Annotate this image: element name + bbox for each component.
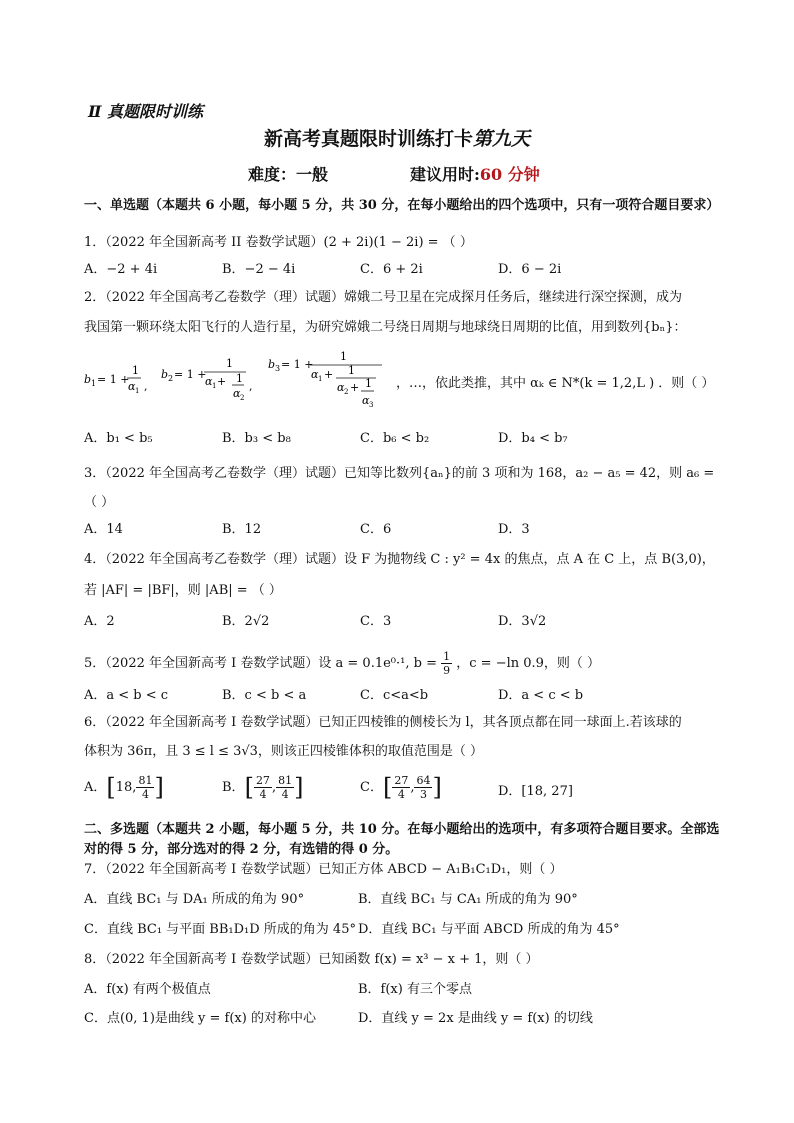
svg-text:1: 1 <box>135 387 140 395</box>
q3-option-c: C．6 <box>360 522 392 537</box>
svg-text:α: α <box>233 387 241 400</box>
svg-text:b: b <box>268 358 276 371</box>
page-title <box>0 124 794 151</box>
q6-c-numerator-1: 27 <box>394 774 409 787</box>
svg-text:1: 1 <box>91 379 97 388</box>
svg-text:= 1 +: = 1 + <box>281 358 314 371</box>
time-label: 建议用时: <box>410 165 480 184</box>
question-6-line2: 体积为 36π，且 3 ≤ l ≤ 3√3，则该正四棱锥体积的取值范围是（ ） <box>84 744 484 759</box>
q6-b-numerator-2: 81 <box>278 774 293 787</box>
q2-tail: ，…，依此类推，其中 αₖ ∈ N*(k = 1,2,L ) ．则（ ） <box>396 376 715 391</box>
svg-text:3: 3 <box>275 364 281 373</box>
svg-text:α: α <box>337 381 345 394</box>
q6-b-denominator-2: 4 <box>281 788 289 801</box>
svg-text:+: + <box>350 381 360 394</box>
svg-text:α: α <box>311 368 319 381</box>
q1-option-c: C．6 + 2i <box>360 262 423 277</box>
q7-option-a: A．直线 BC₁ 与 DA₁ 所成的角为 90° <box>84 892 305 907</box>
q6-c-denominator-2: 3 <box>419 788 427 801</box>
part2-header: 二、多选题（本题共 2 小题，每小题 5 分，共 10 分。在每小题给出的选项中，有多项符合题目要求。全部选对的得 5 分，部分选对的得 2 分，有选错的得 0 分。 <box>84 822 720 857</box>
q2-option-d: D．b₄ < b₇ <box>498 431 568 446</box>
svg-text:+: + <box>324 368 334 381</box>
svg-text:= 1 +: = 1 + <box>174 368 207 381</box>
q6-option-d: D．[18, 27] <box>498 784 573 799</box>
q1-option-a: A．−2 + 4i <box>84 262 158 277</box>
part1-header: 一、单选题（本题共 6 小题，每小题 5 分，共 30 分，在每小题给出的四个选项中，只有一项符合题目要求） <box>84 198 720 213</box>
svg-text:1: 1 <box>318 375 323 383</box>
time-value: 60 分钟 <box>479 165 540 184</box>
svg-text:,: , <box>144 380 148 393</box>
q6-c-denominator-1: 4 <box>397 788 405 801</box>
svg-text:,: , <box>249 380 253 393</box>
svg-text:α: α <box>205 375 213 388</box>
q8-option-a: A．f(x) 有两个极值点 <box>84 982 211 997</box>
q3-option-d: D．3 <box>498 522 530 537</box>
q5-frac-numerator: 1 <box>443 650 451 663</box>
question-4-line1: 4．（2022 年全国高考乙卷数学（理）试题）设 F 为抛物线 C : y² = 4x 的焦点，点 A 在 C 上，点 B(3,0)， <box>84 552 715 567</box>
svg-text:1: 1 <box>236 372 243 385</box>
question-8: 8．（2022 年全国新高考 I 卷数学试题）已知函数 f(x) = x³ − x + 1，则（ ） <box>84 952 539 967</box>
question-3-line1: 3．（2022 年全国高考乙卷数学（理）试题）已知等比数列{aₙ}的前 3 项和为 168，a₂ − a₅ = 42，则 a₆ = <box>84 466 715 481</box>
q6-b-numerator-1: 27 <box>255 774 270 787</box>
svg-text:α: α <box>362 394 370 407</box>
time-suggestion <box>410 162 540 185</box>
q3-option-b: B．12 <box>222 522 262 537</box>
section-label: Ⅱ 真题限时训练 <box>88 102 204 121</box>
svg-text:+: + <box>217 375 227 388</box>
svg-text:1: 1 <box>348 364 355 377</box>
q5-frac-denominator: 9 <box>443 664 451 677</box>
question-6-line1: 6．（2022 年全国新高考 I 卷数学试题）已知正四棱锥的侧棱长为 l，其各顶点都在同一球面上.若该球的 <box>84 715 682 730</box>
question-2-line2: 我国第一颗环绕太阳飞行的人造行星，为研究嫦娥二号绕日周期与地球绕日周期的比值，用到数列{bₙ}： <box>84 320 687 335</box>
q5-text-post: ，c = −ln 0.9，则（ ） <box>456 656 601 671</box>
q8-option-d: D．直线 y = 2x 是曲线 y = f(x) 的切线 <box>358 1011 593 1026</box>
svg-text:1: 1 <box>365 377 372 390</box>
q5-option-b: B．c < b < a <box>222 688 307 703</box>
difficulty-label: 难度：一般 <box>248 165 329 184</box>
svg-text:b: b <box>84 373 92 386</box>
q5-option-c: C．c<a<b <box>360 688 429 703</box>
question-2-line1: 2．（2022 年全国高考乙卷数学（理）试题）嫦娥二号卫星在完成探月任务后，继续进行深空探测，成为 <box>84 290 682 305</box>
q7-option-d: D．直线 BC₁ 与平面 ABCD 所成的角为 45° <box>358 922 620 937</box>
q4-option-d: D．3√2 <box>498 614 547 629</box>
svg-text:= 1 +: = 1 + <box>97 373 130 386</box>
title-main: 新高考真题限时训练打卡 <box>263 128 473 150</box>
q2-option-a: A．b₁ < b₅ <box>84 431 153 446</box>
q7-option-c: C．直线 BC₁ 与平面 BB₁D₁D 所成的角为 45° <box>84 922 356 937</box>
svg-text:b: b <box>161 368 169 381</box>
question-7: 7．（2022 年全国新高考 I 卷数学试题）已知正方体 ABCD − A₁B₁C₁D₁，则（ ） <box>84 862 563 877</box>
svg-text:1: 1 <box>226 357 233 370</box>
q7-option-b: B．直线 BC₁ 与 CA₁ 所成的角为 90° <box>358 892 578 907</box>
q1-option-d: D．6 − 2i <box>498 262 562 277</box>
question-5 <box>84 650 600 677</box>
svg-text:3: 3 <box>369 401 374 409</box>
question-1: 1．（2022 年全国新高考 II 卷数学试题）(2 + 2i)(1 − 2i) = （ ） <box>84 235 473 250</box>
question-4-line2: 若 |AF| = |BF|，则 |AB| = （ ） <box>84 583 282 598</box>
q6-a-denominator: 4 <box>141 788 149 801</box>
q6-option-b: B．[ $\frac{27}{4}$ , $\frac{81}{4}$ ] <box>222 773 304 802</box>
question-3-line2: （ ） <box>84 495 115 510</box>
q4-option-b: B．2√2 <box>222 614 270 629</box>
svg-text:2: 2 <box>344 388 349 396</box>
q5-text-pre: 5．（2022 年全国新高考 I 卷数学试题）设 a = 0.1e⁰·¹, b = <box>84 656 437 671</box>
q4-option-a: A．2 <box>84 614 115 629</box>
q6-option-b-label: B． <box>222 780 245 795</box>
svg-text:1: 1 <box>212 382 217 390</box>
q1-option-b: B．−2 − 4i <box>222 262 296 277</box>
q6-option-c-label: C． <box>360 780 383 795</box>
svg-text:2: 2 <box>168 374 174 383</box>
q6-a-numerator: 81 <box>138 774 153 787</box>
svg-text:1: 1 <box>132 364 139 377</box>
svg-text:2: 2 <box>240 394 245 402</box>
q6-c-numerator-2: 64 <box>416 774 431 787</box>
q5-fraction <box>441 650 452 677</box>
q8-option-c: C．点(0, 1)是曲线 y = f(x) 的对称中心 <box>84 1011 316 1026</box>
q6-b-denominator-1: 4 <box>259 788 267 801</box>
svg-text:1: 1 <box>340 350 347 363</box>
q6-option-a: A．[18, $\frac{81}{4}$ ] <box>84 773 164 802</box>
title-day: 第九天 <box>473 128 531 150</box>
q3-option-a: A．14 <box>84 522 123 537</box>
q6-option-a-lower: 18, <box>115 780 137 795</box>
q8-option-b: B．f(x) 有三个零点 <box>358 982 472 997</box>
q5-option-d: D．a < c < b <box>498 688 584 703</box>
q4-option-c: C．3 <box>360 614 392 629</box>
q6-option-c: C．[ $\frac{27}{4}$ , $\frac{64}{3}$ ] <box>360 773 442 802</box>
svg-text:α: α <box>128 380 136 393</box>
q2-option-c: C．b₆ < b₂ <box>360 431 430 446</box>
q5-option-a: A．a < b < c <box>84 688 169 703</box>
q6-option-a-label: A． <box>84 780 107 795</box>
q2-option-b: B．b₃ < b₈ <box>222 431 291 446</box>
